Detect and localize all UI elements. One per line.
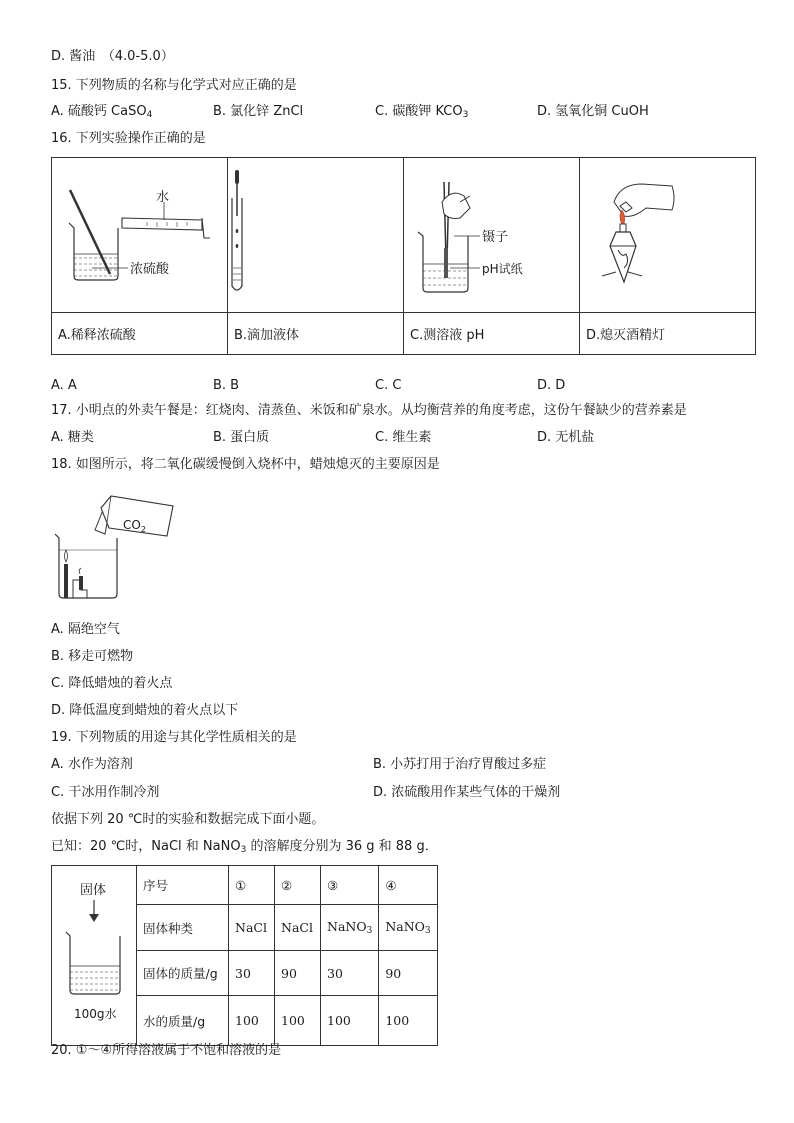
ph-test-illustration — [404, 158, 579, 308]
q19-option-d: D. 浓硫酸用作某些气体的干燥剂 — [373, 785, 561, 800]
water-4: 100 — [379, 996, 437, 1046]
table-col-4: ④ — [379, 866, 437, 905]
fig-a-acid-label: 浓硫酸 — [130, 262, 170, 277]
mass-3: 30 — [321, 950, 379, 996]
q16-option-a: A. A — [51, 378, 77, 393]
q19-option-a: A. 水作为溶剂 — [51, 757, 133, 772]
q17-stem: 17. 小明点的外卖午餐是：红烧肉、清蒸鱼、米饭和矿泉水。从均衡营养的角度考虑，这份午餐缺少的营养素是 — [51, 403, 687, 418]
q15-option-a: A. 硫酸钙 CaSO$_4$ — [51, 104, 153, 120]
q16-caption-c: C.测溶液 pH — [404, 313, 580, 355]
q18-option-d: D. 降低温度到蜡烛的着火点以下 — [51, 703, 239, 718]
table-col-2: ② — [275, 866, 321, 905]
kind-1: NaCl — [229, 905, 275, 951]
q15-option-c: C. 碳酸钾 $KCO_3$ — [375, 104, 469, 120]
fig-c-paper-label: pH试纸 — [482, 262, 523, 276]
q15-option-d: D. 氢氧化铜 CuOH — [537, 104, 649, 119]
table-col-1: ① — [229, 866, 275, 905]
mass-1: 30 — [229, 950, 275, 996]
q16-fig-d — [580, 158, 756, 313]
q19-option-b: B. 小苏打用于治疗胃酸过多症 — [373, 757, 547, 772]
fig-c-tweezers-label: 镊子 — [482, 230, 509, 245]
solubility-table — [51, 865, 438, 1046]
fig-a-water-label: 水 — [156, 190, 170, 205]
table-header-label: 序号 — [137, 866, 229, 905]
q17-option-d: D. 无机盐 — [537, 430, 595, 445]
solid-into-water-illustration — [52, 866, 136, 1042]
q15-stem: 15. 下列物质的名称与化学式对应正确的是 — [51, 78, 297, 93]
q16-option-c: C. C — [375, 378, 402, 393]
q16-figure-table — [51, 157, 756, 355]
water-1: 100 — [229, 996, 275, 1046]
co2-beaker-illustration — [51, 490, 181, 605]
kind-4: NaNO$_3$ — [379, 905, 437, 951]
q16-fig-c — [404, 158, 580, 313]
alcohol-lamp-illustration — [580, 158, 755, 308]
q16-caption-a: A.稀释浓硫酸 — [52, 313, 228, 355]
q17-option-c: C. 维生素 — [375, 430, 432, 445]
q18-stem: 18. 如图所示，将二氧化碳缓慢倒入烧杯中，蜡烛熄灭的主要原因是 — [51, 457, 440, 472]
q16-fig-b — [228, 158, 404, 313]
q18-option-a: A. 隔绝空气 — [51, 622, 120, 637]
mass-4: 90 — [379, 950, 437, 996]
q19-stem: 19. 下列物质的用途与其化学性质相关的是 — [51, 730, 297, 745]
q14-option-d: D. 酱油 （4.0-5.0） — [51, 49, 174, 64]
kind-2: NaCl — [275, 905, 321, 951]
mass-2: 90 — [275, 950, 321, 996]
intro-line-2: 已知：20 ℃时，NaCl 和 NaNO$_3$ 的溶解度分别为 36 g 和 88 g． — [51, 839, 438, 855]
water-label: 100g水 — [74, 1007, 117, 1021]
q16-stem: 16. 下列实验操作正确的是 — [51, 131, 206, 146]
q18-option-b: B. 移走可燃物 — [51, 649, 134, 664]
intro-line-1: 依据下列 20 ℃时的实验和数据完成下面小题。 — [51, 812, 325, 827]
q17-option-a: A. 糖类 — [51, 430, 94, 445]
q16-caption-b: B.滴加液体 — [228, 313, 404, 355]
q16-caption-d: D.熄灭酒精灯 — [580, 313, 756, 355]
water-2: 100 — [275, 996, 321, 1046]
q16-option-d: D. D — [537, 378, 566, 393]
kind-3: NaNO$_3$ — [321, 905, 379, 951]
q18-option-c: C. 降低蜡烛的着火点 — [51, 676, 173, 691]
q19-option-c: C. 干冰用作制冷剂 — [51, 785, 160, 800]
table-illustration-cell — [52, 866, 137, 1046]
table-col-3: ③ — [321, 866, 379, 905]
solid-label: 固体 — [80, 883, 107, 898]
dilute-acid-illustration — [52, 158, 227, 308]
row-mass-label: 固体的质量/g — [137, 950, 229, 996]
q15-option-b: B. 氯化锌 ZnCl — [213, 104, 304, 119]
q20-stem: 20. ①～④所得溶液属于不饱和溶液的是 — [51, 1043, 282, 1058]
q16-fig-a — [52, 158, 228, 313]
q17-option-b: B. 蛋白质 — [213, 430, 270, 445]
dropper-illustration — [228, 158, 403, 308]
row-kind-label: 固体种类 — [137, 905, 229, 951]
q16-option-b: B. B — [213, 378, 240, 393]
row-water-label: 水的质量/g — [137, 996, 229, 1046]
co2-label: $CO_2$ — [123, 518, 146, 534]
water-3: 100 — [321, 996, 379, 1046]
